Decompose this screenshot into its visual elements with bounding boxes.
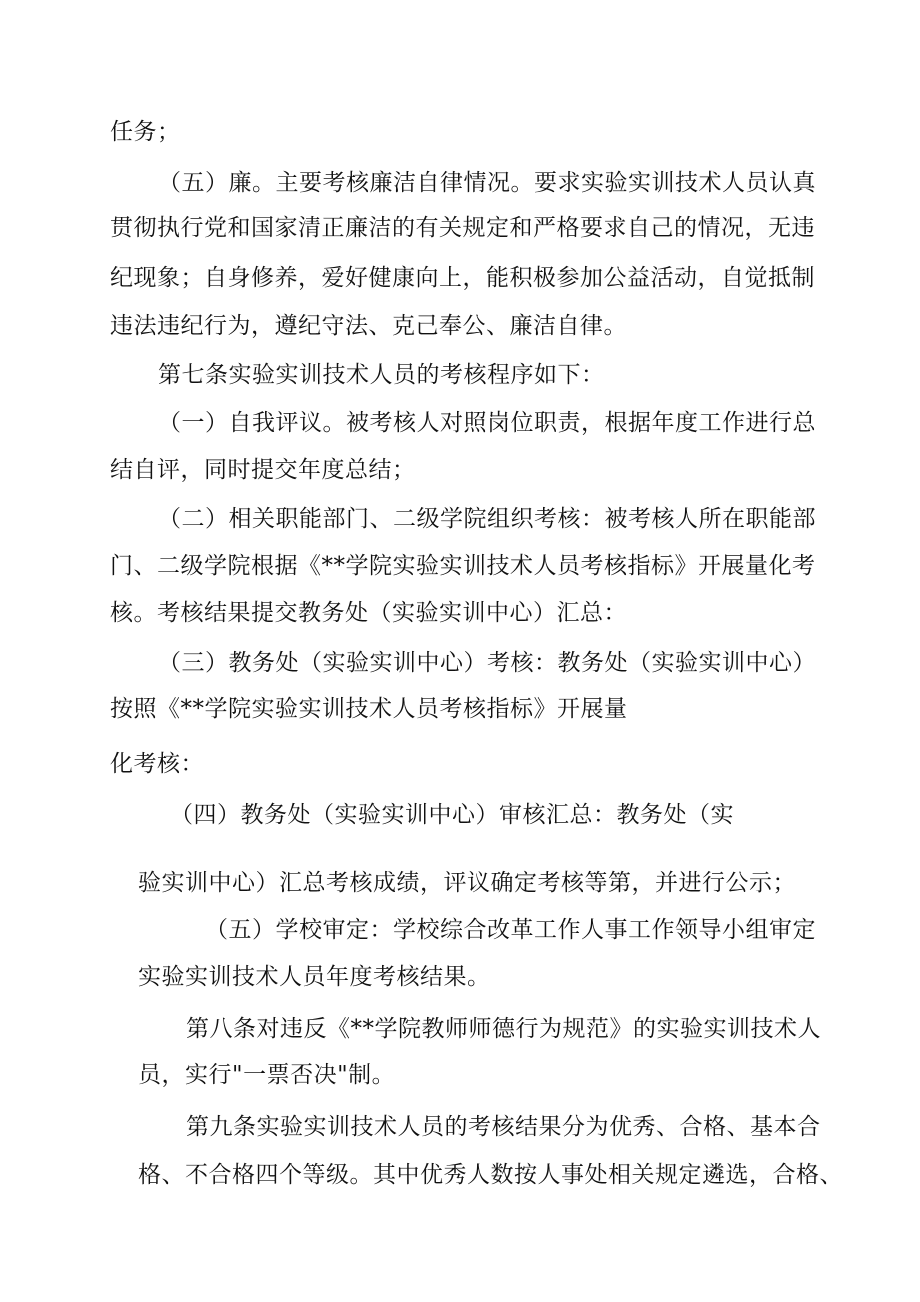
text-line: （五）学校审定：学校综合改革工作人事工作领导小组审定 [205,917,816,943]
text-line: （一）自我评议。被考核人对照岗位职责，根据年度工作进行总 [158,410,816,436]
text-line: （三）教务处（实验实训中心）考核：教务处（实验实训中心） [158,650,816,676]
text-line: 化考核： [110,751,204,777]
text-line: 按照《**学院实验实训技术人员考核指标》开展量 [110,696,628,722]
text-line: （五）廉。主要考核廉洁自律情况。要求实验实训技术人员认真 [158,170,816,196]
text-line: （四）教务处（实验实训中心）审核汇总：教务处（实 [170,802,734,828]
text-line: 第九条实验实训技术人员的考核结果分为优秀、合格、基本合 [186,1114,821,1140]
text-line: 实验实训技术人员年度考核结果。 [138,964,491,990]
text-line: 第八条对违反《**学院教师师德行为规范》的实验实训技术人 [186,1016,821,1042]
text-line: 第七条实验实训技术人员的考核程序如下： [158,362,605,388]
text-line: 纪现象；自身修养，爱好健康向上，能积极参加公益活动，自觉抵制 [110,265,815,291]
text-line: 违法违纪行为，遵纪守法、克己奉公、廉洁自律。 [110,313,627,339]
text-line: 门、二级学院根据《**学院实验实训技术人员考核指标》开展量化考 [110,553,816,579]
text-line: 核。考核结果提交教务处（实验实训中心）汇总： [110,600,627,626]
text-line: （二）相关职能部门、二级学院组织考核：被考核人所在职能部 [158,506,816,532]
text-line: 员，实行"一票否决"制。 [138,1062,396,1088]
text-line: 格、不合格四个等级。其中优秀人数按人事处相关规定遴选，合格、 [138,1162,843,1188]
text-line: 验实训中心）汇总考核成绩，评议确定考核等第，并进行公示； [138,870,796,896]
text-line: 贯彻执行党和国家清正廉洁的有关规定和严格要求自己的情况，无违 [110,215,815,241]
text-line: 结自评，同时提交年度总结； [110,457,416,483]
text-line: 任务； [110,119,181,145]
